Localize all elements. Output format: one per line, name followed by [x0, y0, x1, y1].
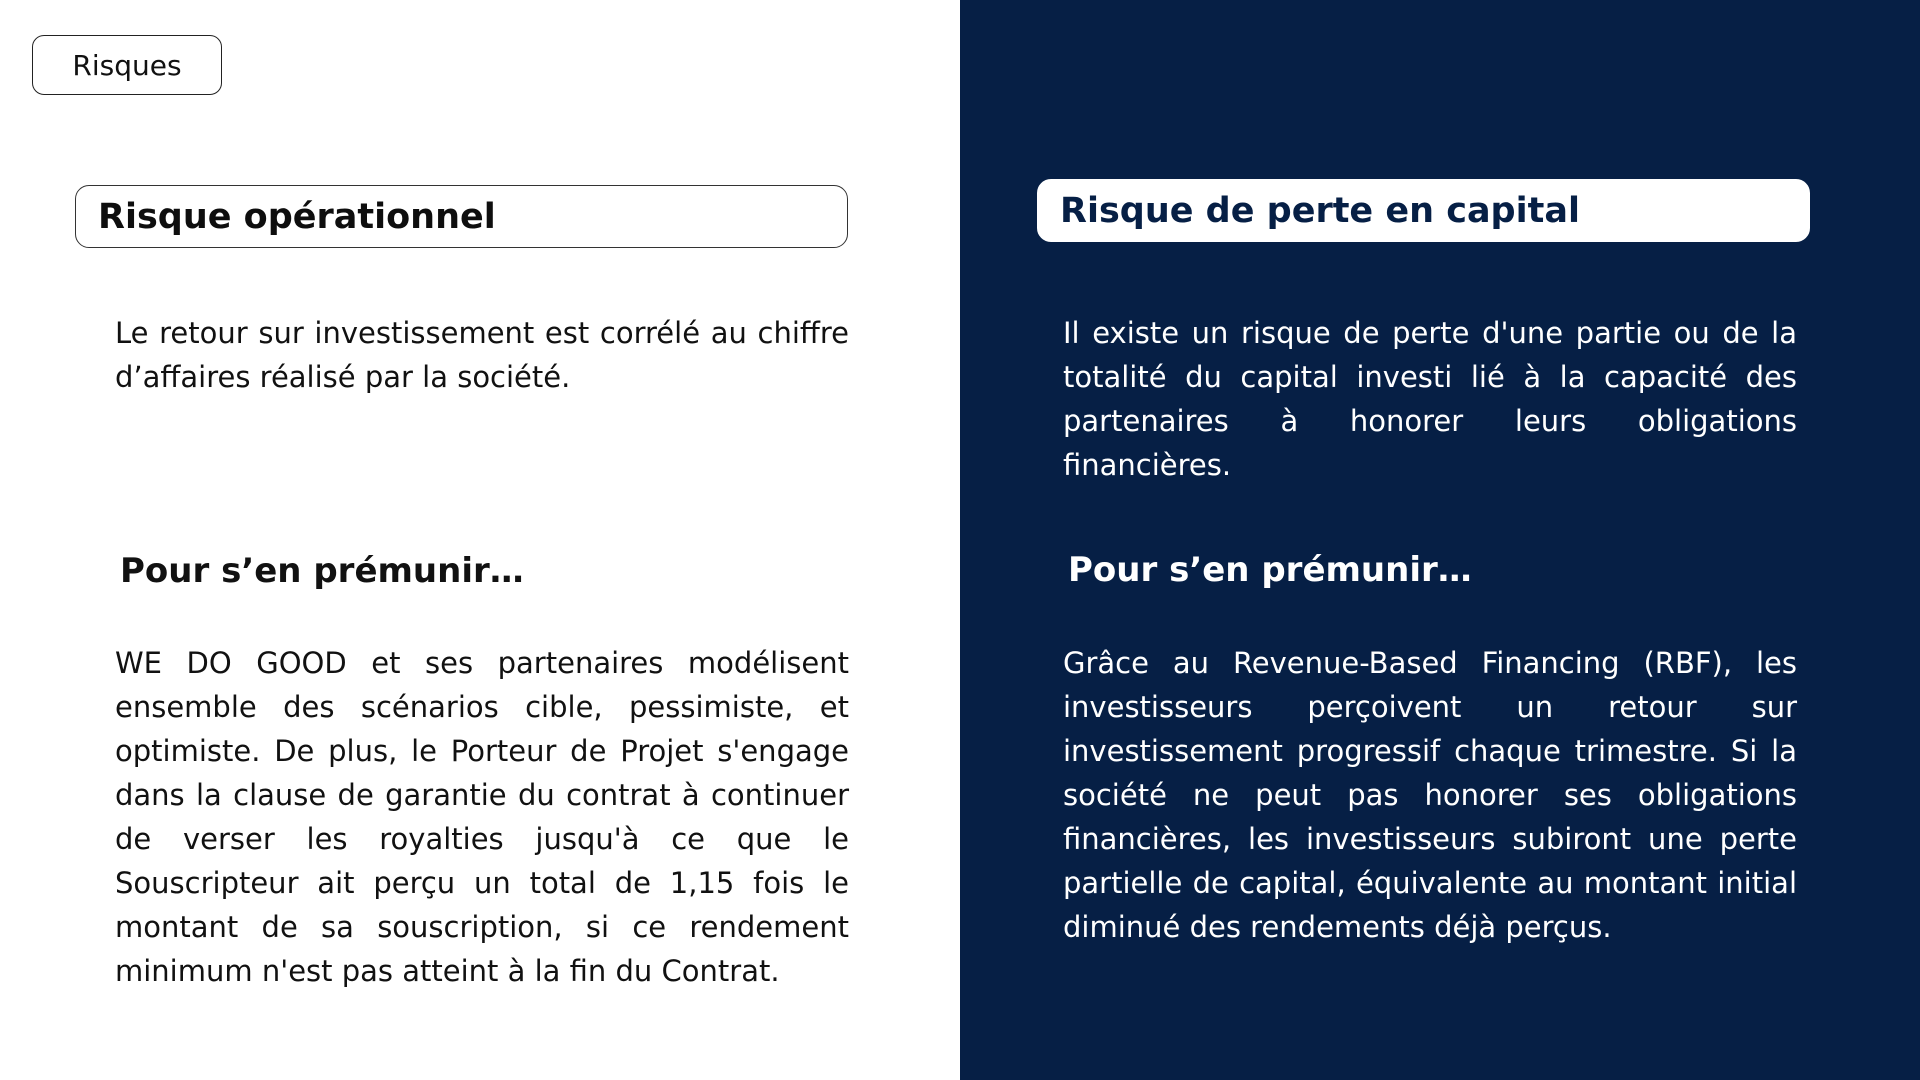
operational-risk-heading [75, 185, 848, 248]
operational-risk-mitigation-heading: Pour s’en prémunir… [120, 551, 524, 591]
operational-risk-mitigation-text: WE DO GOOD et ses partenaires modélisent ensemble des scénarios cible, pessimiste, et optimiste. De plus, le Porteur de Projet s'engage dans la clause de garantie du contrat à continuer de verser les royalties jusqu'à ce que le Souscripteur ait perçu un total de 1,15 fois le montant de sa souscription, si ce rendement minimum n'est pas atteint à la fin du Contrat. [115, 646, 849, 988]
operational-risk-intro: Le retour sur investissement est corrélé au chiffre d’affaires réalisé par la société. [115, 316, 849, 394]
capital-loss-risk-heading-label: Risque de perte en capital [1060, 190, 1580, 231]
capital-loss-mitigation-heading: Pour s’en prémunir… [1068, 550, 1472, 590]
operational-risk-heading-label: Risque opérationnel [98, 196, 496, 237]
section-tag: Risques [32, 35, 222, 95]
capital-loss-risk-heading [1037, 179, 1810, 242]
capital-loss-risk-intro: Il existe un risque de perte d'une partie ou de la totalité du capital investi lié à la capacité des partenaires à honorer leurs obligations financières. [1063, 316, 1797, 482]
capital-loss-mitigation-text: Grâce au Revenue-Based Financing (RBF), les investisseurs perçoivent un retour sur investissement progressif chaque trimestre. Si la société ne peut pas honorer ses obligations financières, les investisseurs subiront une perte partielle de capital, équivalente au montant initial diminué des rendements déjà perçus. [1063, 646, 1797, 944]
